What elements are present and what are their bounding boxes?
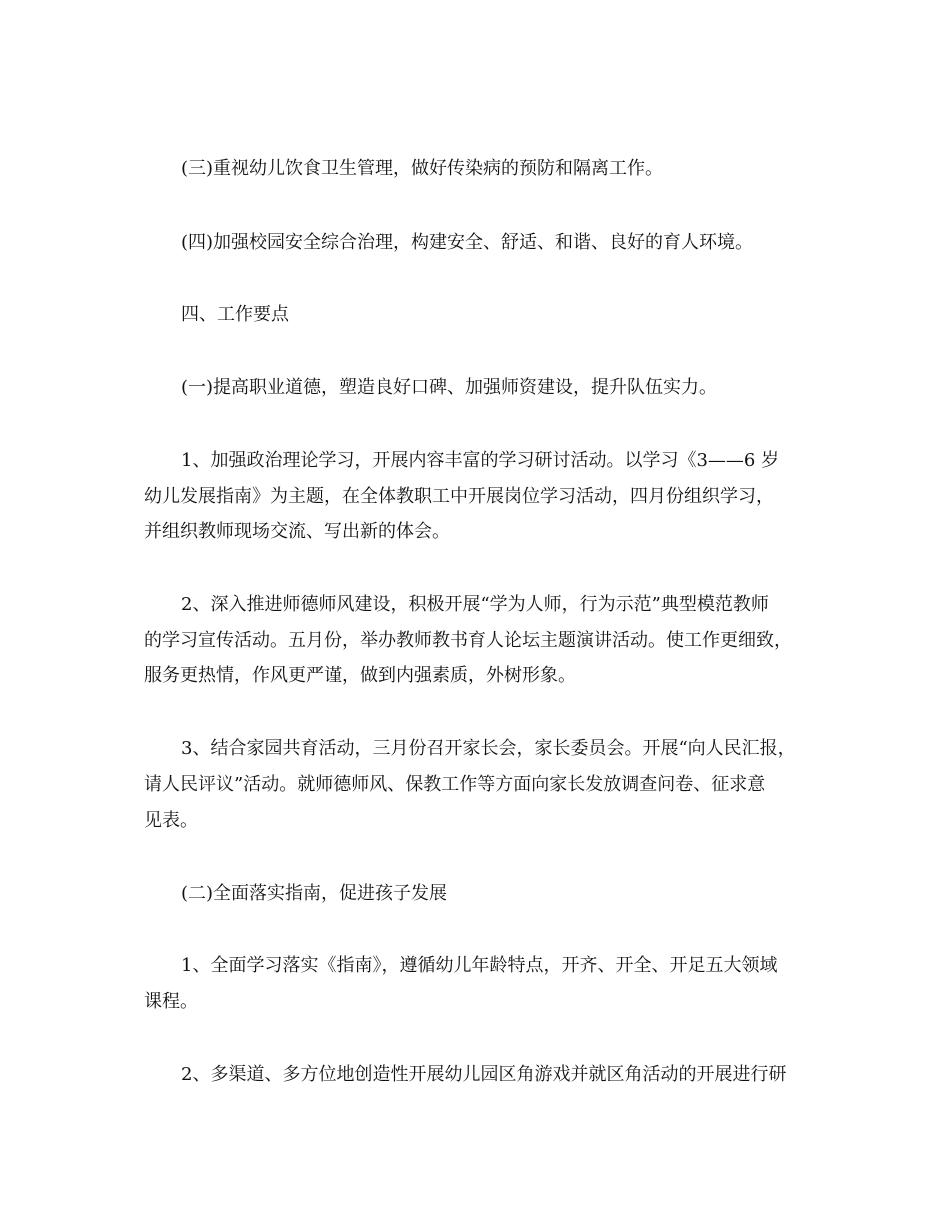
paragraph-hygiene: (三)重视幼儿饮食卫生管理，做好传染病的预防和隔离工作。 xyxy=(181,158,664,179)
paragraph-line: 1、全面学习落实《指南》，遵循幼儿年龄特点，开齐、开全、开足五大领域 xyxy=(181,955,778,976)
paragraph-line: 的学习宣传活动。五月份，举办教师教书育人论坛主题演讲活动。使工作更细致， xyxy=(144,630,792,651)
paragraph-line: 1、加强政治理论学习，开展内容丰富的学习研讨活动。以学习《3——6 岁 xyxy=(181,450,780,471)
paragraph-line: 服务更热情，作风更严谨，做到内强素质，外树形象。 xyxy=(144,665,576,686)
paragraph-line: 课程。 xyxy=(144,991,198,1012)
paragraph-line: 2、深入推进师德师风建设，积极开展“学为人师，行为示范”典型模范教师 xyxy=(181,594,769,615)
section-heading-work-points: 四、工作要点 xyxy=(181,304,289,325)
paragraph-line: 见表。 xyxy=(144,810,198,831)
subsection-heading-guide: (二)全面落实指南，促进孩子发展 xyxy=(181,883,448,904)
subsection-heading-ethics: (一)提高职业道德，塑造良好口碑、加强师资建设，提升队伍实力。 xyxy=(181,377,718,398)
paragraph-line: 3、结合家园共育活动，三月份召开家长会，家长委员会。开展“向人民汇报， xyxy=(181,738,796,759)
paragraph-line: 2、多渠道、多方位地创造性开展幼儿园区角游戏并就区角活动的开展进行研 xyxy=(181,1064,787,1085)
paragraph-line: 并组织教师现场交流、写出新的体会。 xyxy=(144,521,450,542)
paragraph-line: 幼儿发展指南》为主题，在全体教职工中开展岗位学习活动，四月份组织学习， xyxy=(144,486,774,507)
paragraph-safety: (四)加强校园安全综合治理，构建安全、舒适、和谐、良好的育人环境。 xyxy=(181,232,754,253)
paragraph-line: 请人民评议”活动。就师德师风、保教工作等方面向家长发放调查问卷、征求意 xyxy=(144,774,766,795)
